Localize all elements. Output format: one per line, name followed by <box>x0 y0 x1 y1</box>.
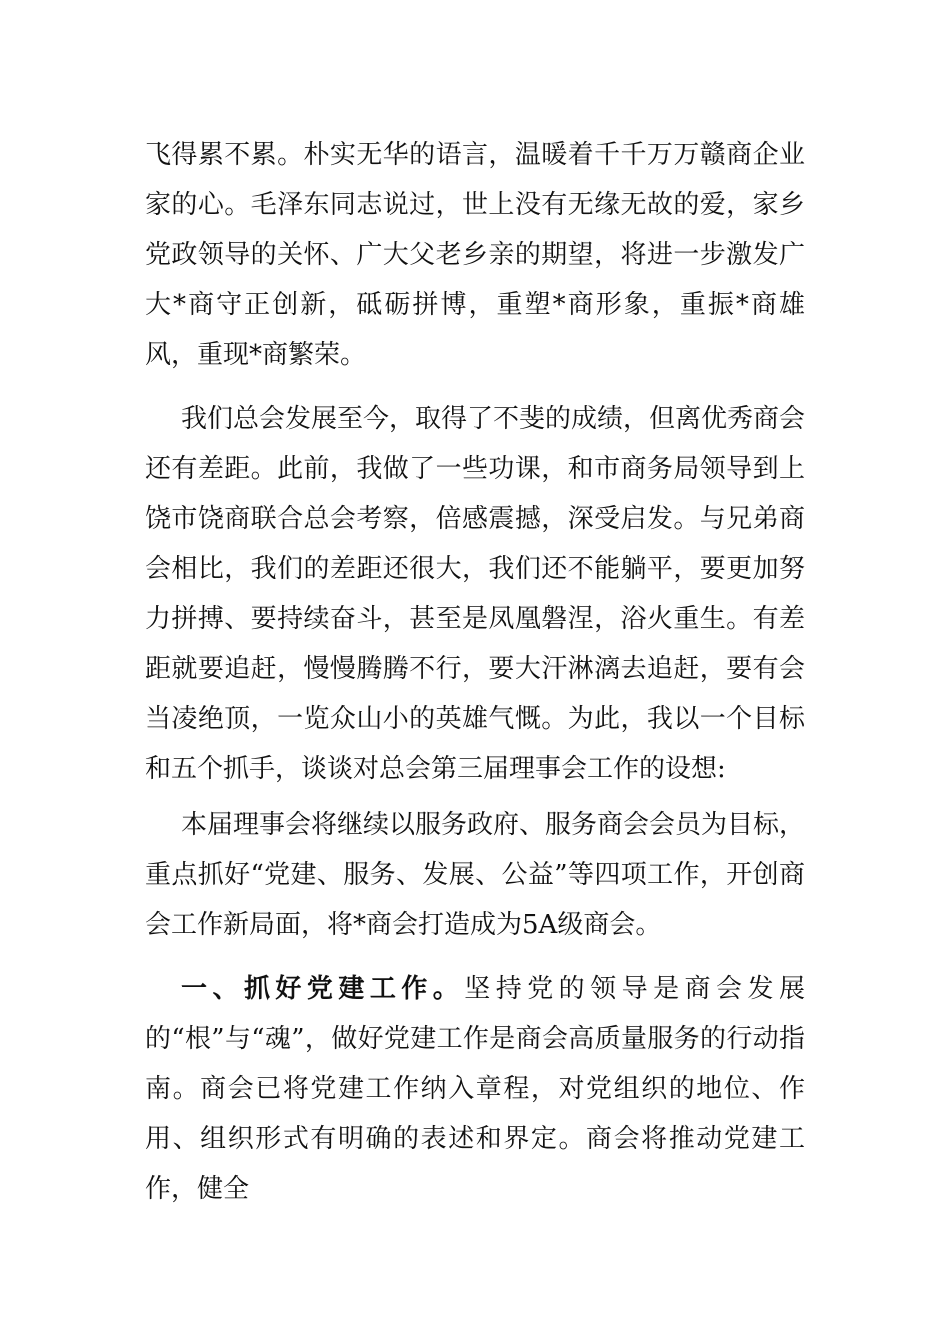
paragraph-1-text: 飞得累不累。朴实无华的语言，温暖着千千万万赣商企业家的心。毛泽东同志说过，世上没有无缘无故的爱，家乡党政领导的关怀、广大父老乡亲的期望，将进一步激发广大*商守正创新，砥砺拼博，重塑*商形象，重振*商雄风，重现*商繁荣。 <box>145 140 805 370</box>
paragraph-4-text: 坚持党的领导是商会发展的“根”与“魂”，做好党建工作是商会高质量服务的行动指南。商会已将党建工作纳入章程，对党组织的地位、作用、组织形式有明确的表述和界定。商会将推动党建工作，健全 <box>145 974 805 1204</box>
paragraph-4 <box>145 964 805 1214</box>
document-body <box>145 130 805 1214</box>
paragraph-2-text: 我们总会发展至今，取得了不斐的成绩，但离优秀商会还有差距。此前，我做了一些功课，和市商务局领导到上饶市饶商联合总会考察，倍感震撼，深受启发。与兄弟商会相比，我们的差距还很大，我们还不能躺平，要更加努力拼搏、要持续奋斗，甚至是凤凰磐涅，浴火重生。有差距就要追赶，慢慢腾腾不行，要大汗淋漓去追赶，要有会当凌绝顶，一览众山小的英雄气慨。为此，我以一个目标和五个抓手，谈谈对总会第三届理事会工作的设想: <box>145 404 806 784</box>
paragraph-2 <box>145 394 805 794</box>
paragraph-1 <box>145 130 805 380</box>
paragraph-3-text: 本届理事会将继续以服务政府、服务商会会员为目标，重点抓好“党建、服务、发展、公益”等四项工作，开创商会工作新局面，将*商会打造成为5A级商会。 <box>145 810 806 940</box>
paragraph-3 <box>145 800 805 950</box>
section-heading-party-building: 一、抓好党建工作。 <box>181 974 465 1004</box>
